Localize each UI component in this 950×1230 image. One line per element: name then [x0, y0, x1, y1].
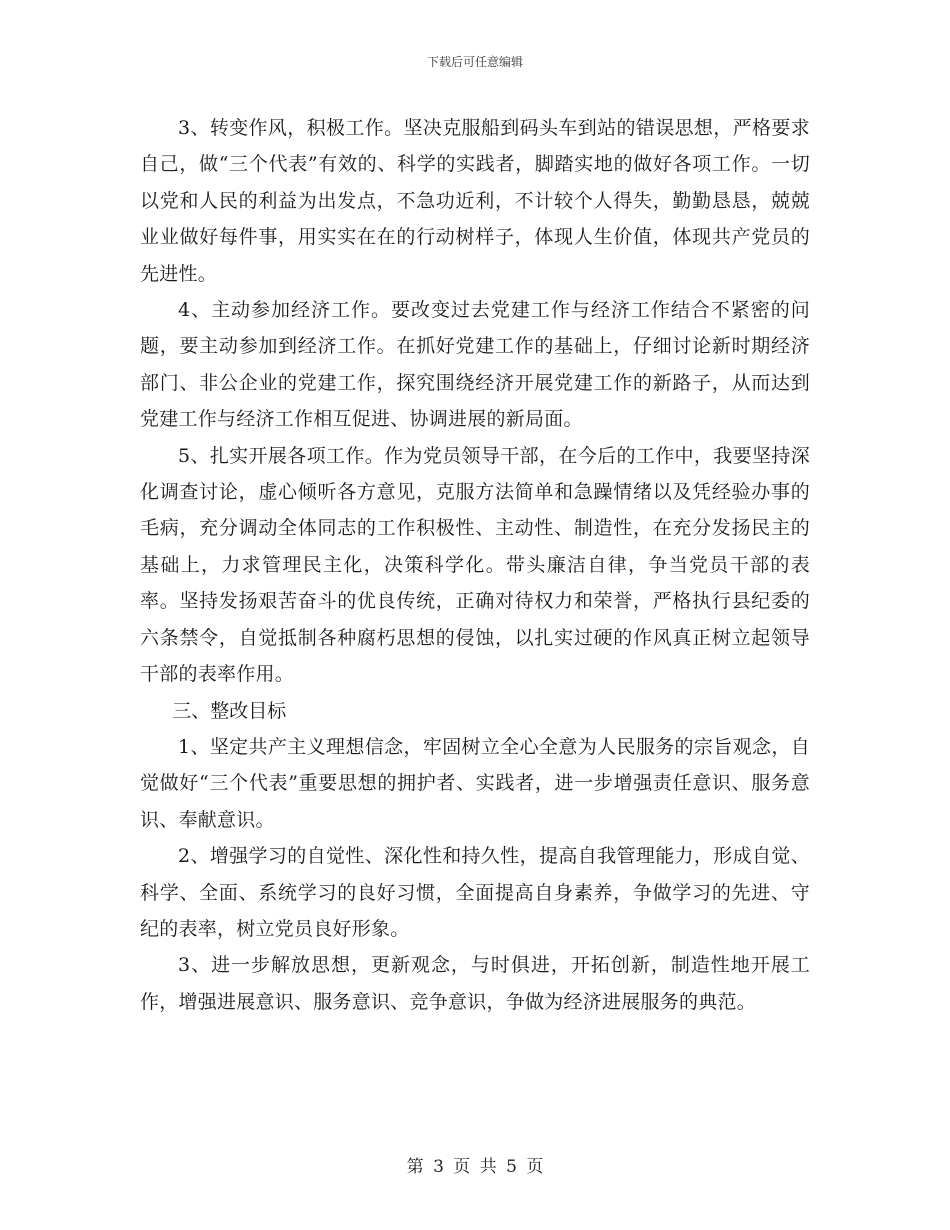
goal-item: 3、进一步解放思想，更新观念，与时俱进，开拓创新，制造性地开展工作，增强进展意识、服务意识、竞争意识，争做为经济进展服务的典范。: [140, 954, 810, 1013]
paragraph-economic-work: 4、主动参加经济工作。要改变过去党建工作与经济工作结合不紧密的问题，要主动参加到经济工作。在抓好党建工作的基础上，仔细讨论新时期经济部门、非公企业的党建工作，探究围绕经济开展党建工作的新路子，从而达到党建工作与经济工作相互促进、协调进展的新局面。: [140, 299, 810, 431]
page-header: 下载后可任意编辑: [426, 55, 523, 69]
document-body: [140, 110, 810, 1020]
section-heading: 三、整改目标: [172, 699, 287, 722]
paragraph-work-style: 3、转变作风，积极工作。坚决克服船到码头车到站的错误思想，严格要求自己，做“三个代表”有效的、科学的实践者，脚踏实地的做好各项工作。一切以党和人民的利益为出发点，不急功近利，不计较个人得失，勤勤恳恳，兢兢业业做好每件事，用实实在在的行动树样子，体现人生价值，体现共产党员的先进性。: [140, 117, 810, 285]
page-number-footer: 第 3 页 共 5 页: [406, 1157, 544, 1177]
paragraph-solid-work: 5、扎实开展各项工作。作为党员领导干部，在今后的工作中，我要坚持深化调查讨论，虚心倾听各方意见，克服方法简单和急躁情绪以及凭经验办事的毛病，充分调动全体同志的工作积极性、主动性、制造性，在充分发扬民主的基础上，力求管理民主化，决策科学化。带头廉洁自律，争当党员干部的表率。坚持发扬艰苦奋斗的优良传统，正确对待权力和荣誉，严格执行县纪委的六条禁令，自觉抵制各种腐朽思想的侵蚀，以扎实过硬的作风真正树立起领导干部的表率作用。: [140, 444, 810, 686]
goal-item: 1、坚定共产主义理想信念，牢固树立全心全意为人民服务的宗旨观念，自觉做好“三个代表”重要思想的拥护者、实践者，进一步增强责任意识、服务意识、奉献意识。: [140, 735, 810, 831]
goal-item: 2、增强学习的自觉性、深化性和持久性，提高自我管理能力，形成自觉、科学、全面、系统学习的良好习惯，全面提高自身素养，争做学习的先进、守纪的表率，树立党员良好形象。: [140, 845, 810, 940]
